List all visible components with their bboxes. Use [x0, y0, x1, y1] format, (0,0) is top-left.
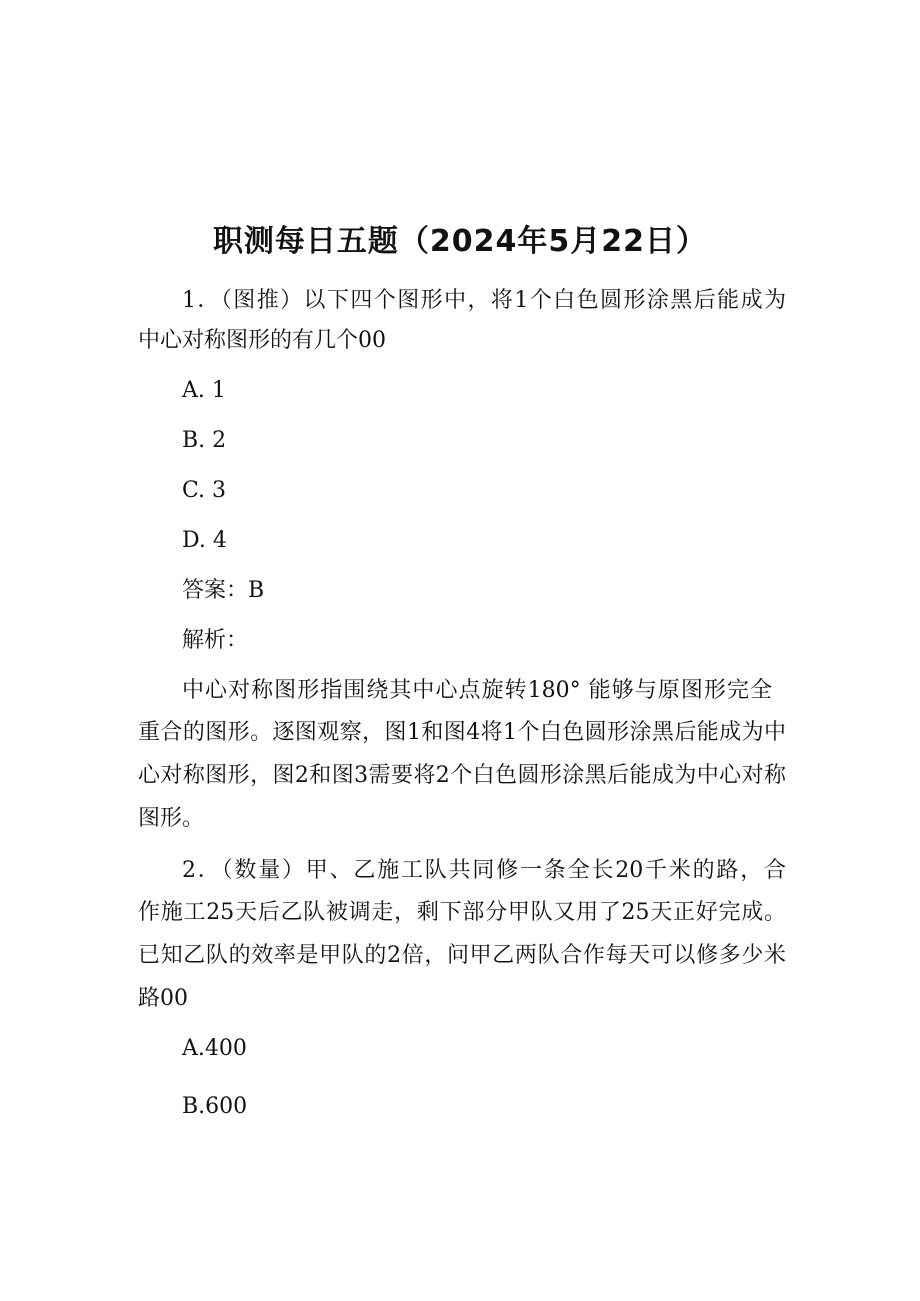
page-title: 职测每日五题（2024年5月22日） [212, 224, 708, 259]
q1-option-b: B. 2 [182, 428, 227, 453]
q1-option-a: A. 1 [182, 378, 226, 403]
q2-stem-line-4: 路00 [138, 986, 188, 1011]
q2-stem-line-2: 作施工25天后乙队被调走，剩下部分甲队又用了25天正好完成。 [138, 900, 786, 925]
q1-analysis-line-2: 重合的图形。逐图观察，图1和图4将1个白色圆形涂黑后能成为中 [138, 720, 786, 745]
q1-stem-line-1: 1．（图推）以下四个图形中，将1个白色圆形涂黑后能成为 [182, 288, 786, 313]
q1-stem-line-2: 中心对称图形的有几个00 [138, 328, 386, 353]
q1-analysis-line-3: 心对称图形，图2和图3需要将2个白色圆形涂黑后能成为中心对称 [138, 763, 786, 788]
q1-analysis-label: 解析： [182, 628, 249, 653]
q1-analysis-line-1: 中心对称图形指围绕其中心点旋转180° 能够与原图形完全 [182, 678, 772, 703]
q1-analysis-line-4: 图形。 [138, 806, 205, 831]
q1-option-c: C. 3 [182, 478, 227, 503]
q2-stem-line-1: 2．（数量）甲、乙施工队共同修一条全长20千米的路，合 [182, 858, 786, 883]
q2-stem-line-3: 已知乙队的效率是甲队的2倍，问甲乙两队合作每天可以修多少米 [138, 943, 786, 968]
q2-option-b: B.600 [182, 1094, 248, 1119]
q1-answer: 答案：B [182, 578, 265, 603]
q2-option-a: A.400 [182, 1036, 247, 1061]
q1-option-d: D. 4 [182, 528, 227, 553]
